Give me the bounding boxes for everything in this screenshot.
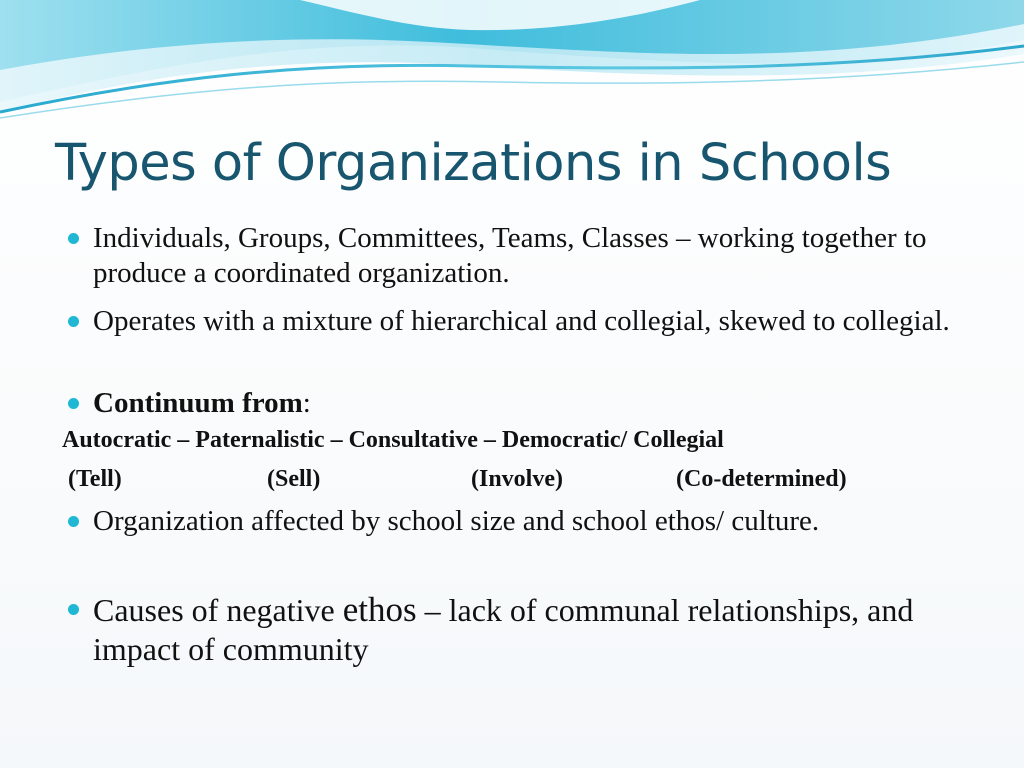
bullet-text: Individuals, Groups, Committees, Teams, Classes – working together to produce a coordinated organization. (93, 222, 927, 289)
continuum-styles: Autocratic – Paternalistic – Consultative – Democratic/ Collegial (62, 427, 724, 453)
page-title: Types of Organizations in Schools (55, 134, 892, 193)
bullet-dot-icon (68, 604, 79, 615)
continuum-labels (0, 466, 1024, 498)
bullet-text (93, 590, 968, 669)
continuum-label-co-determined: (Co-determined) (676, 466, 847, 492)
bullet-dot-icon (68, 233, 79, 244)
bullet-item (68, 504, 968, 539)
continuum-heading: Continuum from (93, 387, 303, 419)
continuum-heading-suffix: : (302, 387, 311, 419)
ethos-word: ethos (342, 590, 417, 629)
bullet-text: Organization affected by school size and school ethos/ culture. (93, 505, 820, 537)
bullet-dot-icon (68, 516, 79, 527)
bullet-item (68, 221, 968, 291)
bullet-text: Operates with a mixture of hierarchical and collegial, skewed to collegial. (93, 305, 950, 337)
continuum-label-tell: (Tell) (68, 466, 122, 492)
ethos-after: – lack of communal relationships, and impact of community (93, 592, 914, 667)
continuum-label-involve: (Involve) (471, 466, 563, 492)
bullet-item (68, 304, 968, 339)
bullet-dot-icon (68, 398, 79, 409)
bullet-text (93, 386, 968, 421)
bullet-item (68, 590, 968, 669)
continuum-label-sell: (Sell) (267, 466, 321, 492)
ethos-before: Causes of negative (93, 592, 343, 628)
bullet-item (68, 386, 968, 421)
bullet-dot-icon (68, 316, 79, 327)
